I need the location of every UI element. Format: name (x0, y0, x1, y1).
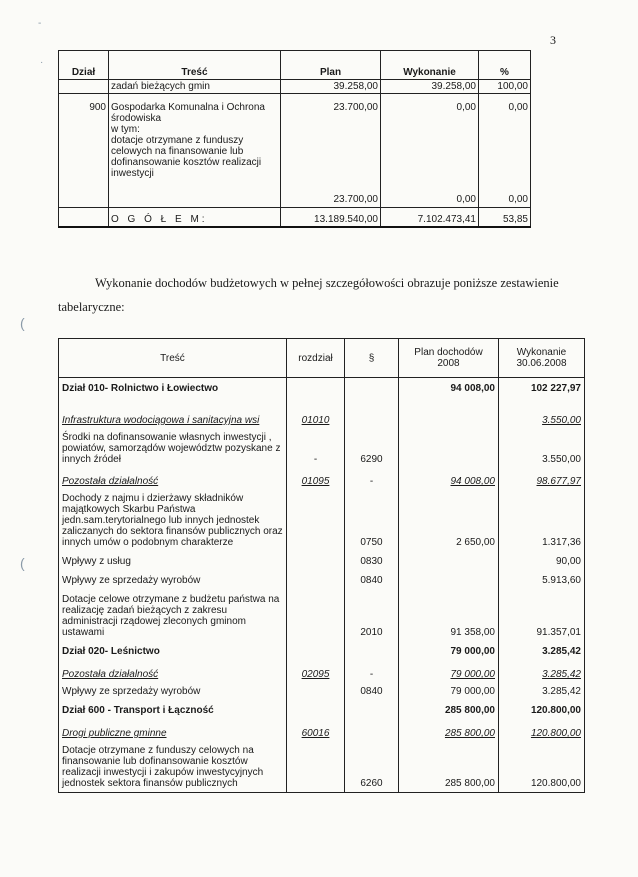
cell-text: 23.700,00 (333, 102, 378, 113)
table-row (59, 80, 531, 94)
total-procent: 53,85 (479, 208, 531, 228)
hole-punch-mark: ( (20, 555, 25, 571)
cell-wykonanie (381, 94, 479, 208)
table-row (59, 427, 585, 468)
cell-wykonanie: 39.258,00 (381, 80, 479, 94)
cell-rozdzial (287, 378, 345, 399)
column-header: Dział (59, 51, 109, 80)
table-row (59, 661, 585, 681)
cell-plan: 94 008,00 (399, 378, 499, 399)
table-row (59, 551, 585, 570)
intro-paragraph (58, 271, 580, 319)
table-row (59, 700, 585, 720)
cell-wykonanie: 3.285,42 (499, 681, 585, 700)
table-row (59, 468, 585, 488)
cell-plan: 79 000,00 (399, 661, 499, 681)
table-row (59, 589, 585, 641)
cell-par: 0750 (345, 488, 399, 551)
cell-plan (399, 427, 499, 468)
cell-rozdzial (287, 589, 345, 641)
cell-wykonanie: 90,00 (499, 551, 585, 570)
paragraph-line: tabelaryczne: (58, 300, 125, 314)
cell-wykonanie: 91.357,01 (499, 589, 585, 641)
cell-tresc: Pozostała działalność (59, 468, 287, 488)
scan-mark: - (38, 18, 42, 29)
cell-plan (281, 94, 381, 208)
cell-procent (479, 94, 531, 208)
cell-plan: 79 000,00 (399, 641, 499, 661)
cell-tresc: Wpływy ze sprzedaży wyrobów (59, 681, 287, 700)
total-plan: 13.189.540,00 (281, 208, 381, 228)
cell-par (345, 700, 399, 720)
cell-par: 0840 (345, 681, 399, 700)
cell-text: 0,00 (508, 194, 528, 205)
column-header: Plan dochodów 2008 (399, 339, 499, 378)
cell-text: 23.700,00 (333, 194, 378, 205)
column-header: § (345, 339, 399, 378)
cell-tresc: Dział 010- Rolnictwo i Łowiectwo (59, 378, 287, 399)
cell-plan: 79 000,00 (399, 681, 499, 700)
column-header: Treść (109, 51, 281, 80)
cell-rozdzial (287, 488, 345, 551)
cell-wykonanie: 98.677,97 (499, 468, 585, 488)
cell-procent: 100,00 (479, 80, 531, 94)
cell-tresc: Infrastruktura wodociągowa i sanitacyjna wsi (59, 398, 287, 427)
table-row (59, 94, 531, 208)
cell-wykonanie: 3.550,00 (499, 427, 585, 468)
cell-text: w tym: (111, 124, 140, 135)
hole-punch-mark: ( (20, 315, 25, 331)
cell-par: 2010 (345, 589, 399, 641)
cell-par: - (345, 661, 399, 681)
page-number: 3 (550, 33, 556, 47)
column-header: rozdział (287, 339, 345, 378)
cell-par: 0830 (345, 551, 399, 570)
cell-wykonanie: 3.285,42 (499, 661, 585, 681)
cell-wykonanie: 3.550,00 (499, 398, 585, 427)
cell-dzial (59, 208, 109, 228)
cell-rozdzial: 01010 (287, 398, 345, 427)
cell-rozdzial (287, 740, 345, 793)
cell-plan: 2 650,00 (399, 488, 499, 551)
cell-rozdzial: - (287, 427, 345, 468)
cell-rozdzial (287, 700, 345, 720)
cell-plan: 285 800,00 (399, 720, 499, 740)
paragraph-line: Wykonanie dochodów budżetowych w pełnej szczegółowości obrazuje poniższe zestawienie (95, 276, 559, 290)
cell-plan: 94 008,00 (399, 468, 499, 488)
table-row (59, 740, 585, 793)
cell-plan: 285 800,00 (399, 740, 499, 793)
column-header: Wykonanie (381, 51, 479, 80)
cell-plan (399, 551, 499, 570)
cell-rozdzial (287, 681, 345, 700)
cell-tresc: Pozostała działalność (59, 661, 287, 681)
cell-par (345, 720, 399, 740)
table-header-row (59, 51, 531, 80)
total-row (59, 208, 531, 228)
cell-tresc: zadań bieżących gmin (109, 80, 281, 94)
cell-tresc: Dochody z najmu i dzierżawy składników majątkowych Skarbu Państwa jedn.sam.terytorialnego lub innych jednostek zaliczanych do sektora finansów publicznych oraz innych umów o podobnym charakterze (59, 488, 287, 551)
table-row (59, 398, 585, 427)
table-row (59, 570, 585, 589)
cell-plan: 285 800,00 (399, 700, 499, 720)
cell-tresc: Dotacje celowe otrzymane z budżetu państwa na realizację zadań bieżących z zakresu administracji rządowej zleconych gminom ustawami (59, 589, 287, 641)
cell-wykonanie: 120.800,00 (499, 720, 585, 740)
cell-tresc: Środki na dofinansowanie własnych inwestycji , powiatów, samorządów województw pozyskane z innych źródeł (59, 427, 287, 468)
cell-par: 6290 (345, 427, 399, 468)
column-header: % (479, 51, 531, 80)
table-header-row (59, 339, 585, 378)
cell-text: 0,00 (456, 194, 476, 205)
cell-wykonanie: 5.913,60 (499, 570, 585, 589)
cell-dzial: 900 (59, 94, 109, 208)
cell-par: 0840 (345, 570, 399, 589)
cell-rozdzial (287, 551, 345, 570)
cell-wykonanie: 1.317,36 (499, 488, 585, 551)
cell-rozdzial: 02095 (287, 661, 345, 681)
cell-tresc (109, 94, 281, 208)
cell-wykonanie: 3.285,42 (499, 641, 585, 661)
cell-plan (399, 398, 499, 427)
cell-par (345, 378, 399, 399)
cell-wykonanie: 102 227,97 (499, 378, 585, 399)
cell-par (345, 641, 399, 661)
table-row (59, 641, 585, 661)
cell-par: - (345, 468, 399, 488)
table-row (59, 378, 585, 399)
cell-text: 0,00 (456, 102, 476, 113)
total-label: O G Ó Ł E M: (109, 208, 281, 228)
income-table (58, 338, 585, 793)
cell-tresc: Dotacje otrzymane z funduszy celowych na finansowanie lub dofinansowanie kosztów realizacji inwestycji i zakupów inwestycyjnych jednostek sektora finansów publicznych (59, 740, 287, 793)
cell-rozdzial (287, 641, 345, 661)
summary-table (58, 50, 531, 228)
cell-dzial (59, 80, 109, 94)
cell-tresc: Drogi publiczne gminne (59, 720, 287, 740)
column-header: Plan (281, 51, 381, 80)
table-row (59, 488, 585, 551)
cell-par (345, 398, 399, 427)
cell-tresc: Wpływy z usług (59, 551, 287, 570)
column-header: Treść (59, 339, 287, 378)
cell-text: Gospodarka Komunalna i Ochrona środowiska (111, 102, 265, 124)
cell-par: 6260 (345, 740, 399, 793)
cell-rozdzial: 01095 (287, 468, 345, 488)
cell-tresc: Dział 600 - Transport i Łączność (59, 700, 287, 720)
cell-wykonanie: 120.800,00 (499, 700, 585, 720)
table-row (59, 720, 585, 740)
column-header: Wykonanie 30.06.2008 (499, 339, 585, 378)
cell-rozdzial (287, 570, 345, 589)
cell-rozdzial: 60016 (287, 720, 345, 740)
cell-text: dotacje otrzymane z funduszy celowych na finansowanie lub dofinansowanie kosztów realizacji inwestycji (111, 135, 262, 179)
table-row (59, 681, 585, 700)
cell-text: 0,00 (508, 102, 528, 113)
cell-plan (399, 570, 499, 589)
total-wykonanie: 7.102.473,41 (381, 208, 479, 228)
cell-wykonanie: 120.800,00 (499, 740, 585, 793)
cell-plan: 39.258,00 (281, 80, 381, 94)
cell-tresc: Dział 020- Leśnictwo (59, 641, 287, 661)
scan-mark: · (40, 57, 44, 68)
cell-plan: 91 358,00 (399, 589, 499, 641)
cell-tresc: Wpływy ze sprzedaży wyrobów (59, 570, 287, 589)
